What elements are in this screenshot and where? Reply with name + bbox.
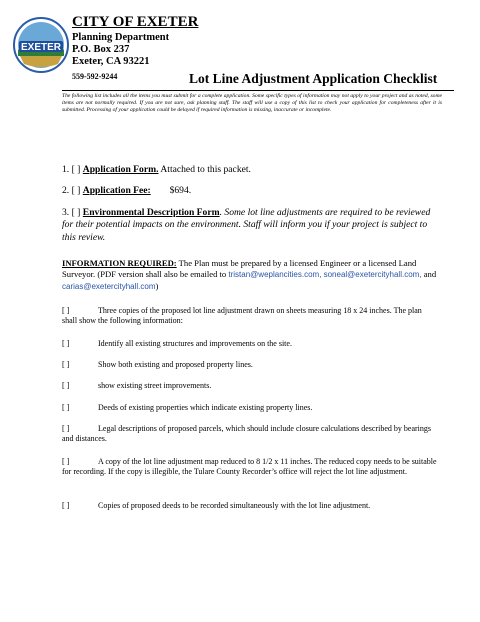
item-label: Environmental Description Form [82,207,220,218]
checkbox-bracket: [ ] [62,424,70,433]
requirement-text: Copies of proposed deeds to be recorded simultaneously with the lot line adjustment. [98,501,371,510]
and-text: and [423,269,437,280]
item-text: . Some lot line adjustments are required to be reviewed for their potential impacts on the environment. Staff will inform you if your project is subject to this review. [62,207,431,243]
item-prefix: 3. [ ] [62,207,81,218]
requirement-item [62,339,438,349]
checkbox-bracket: [ ] [62,403,70,412]
item-label: Application Fee: [82,185,151,196]
seal-text: EXETER [20,42,62,53]
email-link-soneal[interactable]: soneal@exetercityhall.com, [323,270,422,280]
checklist-item-application-fee [62,185,191,197]
email-link-tristan[interactable]: tristan@weplancities.com, [228,270,322,280]
checkbox-bracket: [ ] [62,457,70,466]
department: Planning Department [72,32,170,44]
requirement-item [62,306,438,327]
city-seal-logo [12,16,70,74]
info-text: The Plan must be prepared by a licensed Engineer or a licensed Land Surveyor. [62,258,417,280]
checkbox-bracket: [ ] [62,339,70,348]
requirement-item [62,424,438,445]
email-link-carias[interactable]: carias@exetercityhall.com [62,281,156,291]
document-title: Lot Line Adjustment Application Checklist [189,71,438,86]
phone-number: 559-592-9244 [72,72,118,82]
requirement-item [62,457,438,478]
requirement-text: Deeds of existing properties which indicate existing property lines. [98,403,313,412]
item-label: Application Form. [82,164,159,175]
checkbox-bracket: [ ] [62,306,70,315]
checkbox-bracket: [ ] [62,501,70,510]
information-required [62,258,438,292]
requirement-item [62,381,438,391]
city-name: CITY OF EXETER [72,14,199,30]
item-text: Attached to this packet. [160,164,251,175]
letterhead [72,14,198,82]
city-state-zip: Exeter, CA 93221 [72,56,150,68]
item-text: $694. [169,185,192,196]
title-divider [62,90,454,91]
item-prefix: 2. [ ] [62,185,81,196]
requirement-item [62,360,438,370]
requirement-item [62,501,438,511]
intro-paragraph: The following list includes all the items you must submit for a complete application. Some specific types of information may not apply to your project and as noted, some items are not normally required. If you are not sure, ask planning staff. The staff will use a copy of this list to check your application for completeness after it is submitted. Processing of your application could be delayed if required information is missing, inaccurate or incomplete. [62,93,442,113]
requirement-text: Show both existing and proposed property lines. [98,360,253,369]
info-close: ) [155,280,159,291]
item-prefix: 1. [ ] [62,164,81,175]
checkbox-bracket: [ ] [62,381,70,390]
requirement-text: Identify all existing structures and improvements on the site. [98,339,292,348]
checklist-item-environmental-form [62,207,442,244]
checkbox-bracket: [ ] [62,360,70,369]
requirement-text: Legal descriptions of proposed parcels, which should include closure calculations described by bearings and distances. [62,424,432,444]
checklist-item-application-form [62,164,251,176]
pdf-note: (PDF version shall also be emailed to [97,269,227,280]
requirement-item [62,403,438,413]
info-label: INFORMATION REQUIRED: [62,258,177,268]
requirement-text: A copy of the lot line adjustment map reduced to 8 1/2 x 11 inches. The reduced copy needs to be suitable for recording. If the copy is illegible, the Tulare County Recorder’s office will reject the lot line adjustment. [62,457,437,477]
po-box: P.O. Box 237 [72,44,130,56]
requirement-text: Three copies of the proposed lot line adjustment drawn on sheets measuring 18 x 24 inches. The plan shall show the following information: [62,306,422,326]
requirement-text: show existing street improvements. [98,381,212,390]
